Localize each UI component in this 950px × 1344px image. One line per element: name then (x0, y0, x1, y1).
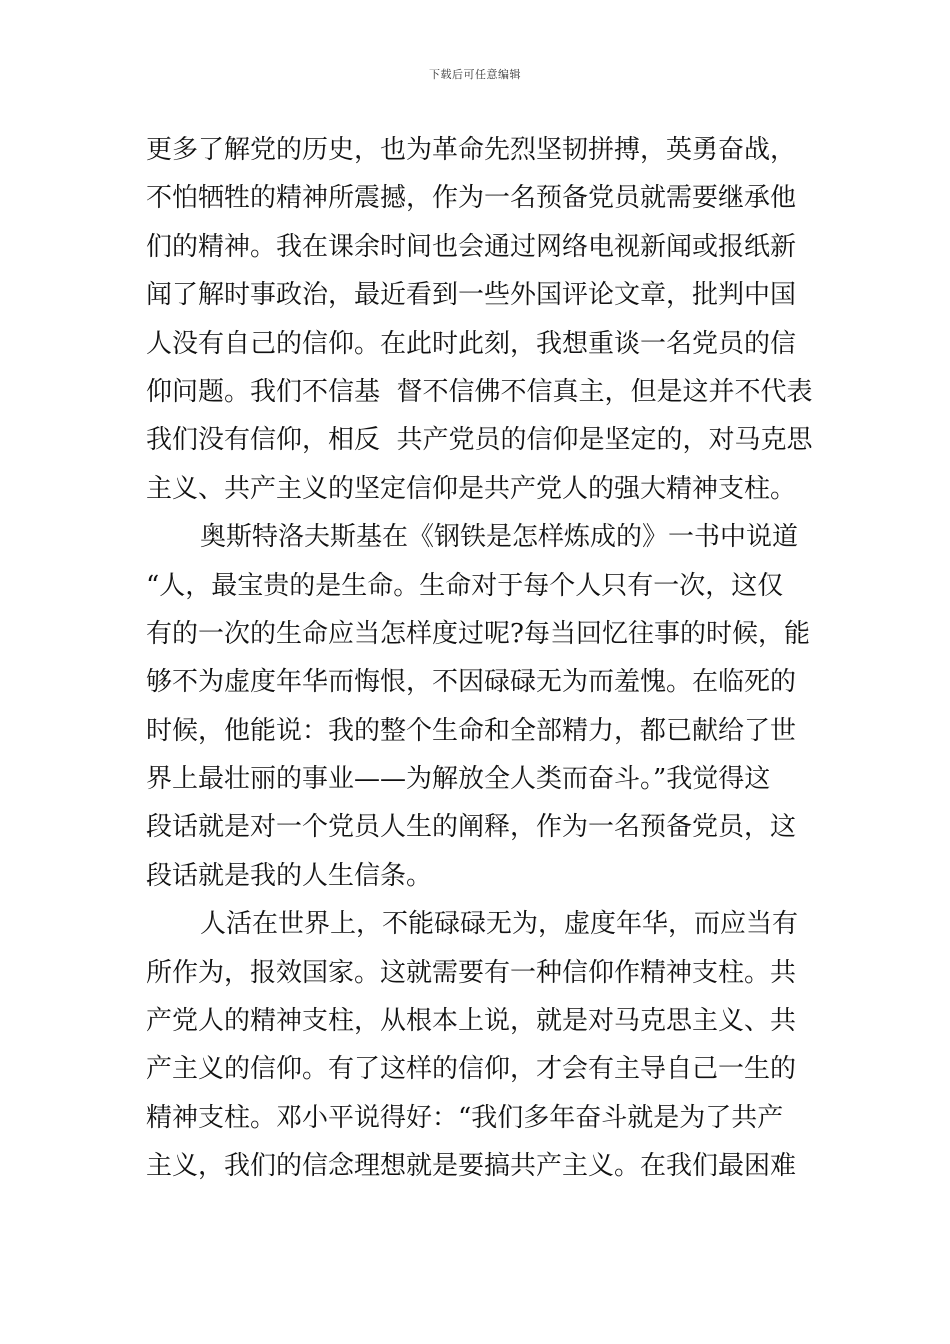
text-line: 仰问题。我们不信基 督不信佛不信真主，但是这并不代表 (146, 376, 813, 407)
text-line: 有的一次的生命应当怎样度过呢?每当回忆往事的时候，能 (146, 618, 810, 649)
text-line: 我们没有信仰，相反 共产党员的信仰是坚定的，对马克思 (146, 425, 813, 456)
text-line: 精神支柱。邓小平说得好：“我们多年奋斗就是为了共产 (146, 1102, 784, 1133)
text-line: 奥斯特洛夫斯基在《钢铁是怎样炼成的》一书中说道 (200, 522, 799, 553)
text-line: 人活在世界上，不能碌碌无为，虚度年华，而应当有 (200, 909, 799, 940)
body-text (146, 126, 813, 1191)
header-note: 下载后可任意编辑 (429, 68, 521, 81)
text-line: “人，最宝贵的是生命。生命对于每个人只有一次，这仅 (146, 570, 784, 601)
text-line: 产党人的精神支柱，从根本上说，就是对马克思主义、共 (146, 1006, 797, 1037)
text-line: 段话就是对一个党员人生的阐释，作为一名预备党员，这 (146, 812, 797, 843)
text-line: 所作为，报效国家。这就需要有一种信仰作精神支柱。共 (146, 957, 797, 988)
text-line: 们的精神。我在课余时间也会通过网络电视新闻或报纸新 (146, 231, 797, 262)
text-line: 不怕牺牲的精神所震撼，作为一名预备党员就需要继承他 (146, 183, 797, 214)
text-line: 闻了解时事政治，最近看到一些外国评论文章，批判中国 (146, 280, 797, 311)
text-line: 更多了解党的历史，也为革命先烈坚韧拼搏，英勇奋战， (146, 135, 797, 165)
text-line: 界上最壮丽的事业——为解放全人类而奋斗。”我觉得这 (146, 764, 771, 795)
text-line: 段话就是我的人生信条。 (146, 860, 433, 891)
text-line: 产主义的信仰。有了这样的信仰，才会有主导自己一生的 (146, 1054, 797, 1085)
text-line: 人没有自己的信仰。在此时此刻，我想重谈一名党员的信 (146, 328, 797, 359)
text-line: 主义、共产主义的坚定信仰是共产党人的强大精神支柱。 (146, 473, 797, 504)
text-line: 够不为虚度年华而悔恨，不因碌碌无为而羞愧。在临死的 (146, 667, 797, 698)
text-line: 时候，他能说：我的整个生命和全部精力，都已献给了世 (146, 715, 797, 746)
text-line: 主义，我们的信念理想就是要搞共产主义。在我们最困难 (146, 1151, 797, 1182)
